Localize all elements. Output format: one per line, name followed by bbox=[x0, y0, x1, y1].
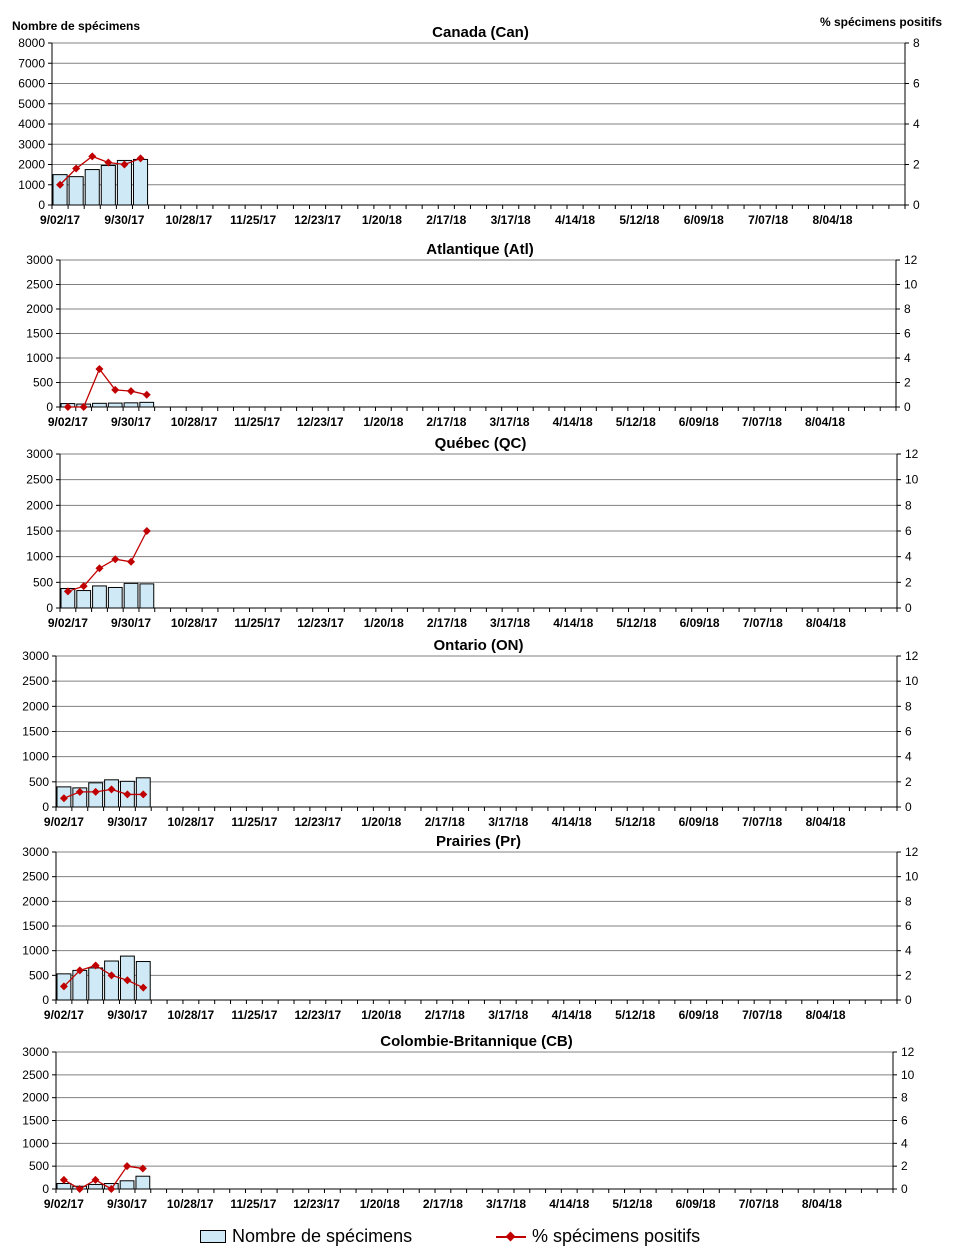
x-tick-label: 1/20/18 bbox=[363, 616, 404, 630]
y-right-tick-label: 4 bbox=[905, 549, 912, 564]
bar bbox=[57, 1184, 71, 1189]
legend-item-bars bbox=[200, 1226, 412, 1247]
y-left-tick-label: 1000 bbox=[22, 1136, 49, 1151]
x-tick-label: 9/30/17 bbox=[107, 1197, 148, 1211]
bar bbox=[136, 1176, 150, 1189]
y-left-tick-label: 0 bbox=[38, 198, 45, 212]
chart-title: Atlantique (Atl) bbox=[426, 241, 534, 258]
chart-title: Québec (QC) bbox=[434, 435, 527, 452]
y-left-tick-label: 2000 bbox=[26, 498, 53, 513]
x-tick-label: 8/04/18 bbox=[812, 213, 853, 227]
y-left-tick-label: 500 bbox=[28, 968, 49, 983]
x-tick-label: 2/17/18 bbox=[426, 616, 467, 630]
x-tick-label: 6/09/18 bbox=[678, 1008, 719, 1022]
series-point bbox=[91, 1176, 99, 1184]
y-right-tick-label: 8 bbox=[905, 894, 912, 909]
bar bbox=[89, 1184, 103, 1189]
x-tick-label: 4/14/18 bbox=[552, 415, 593, 429]
y-right-tick-label: 10 bbox=[904, 277, 918, 292]
y-left-axis-title: Nombre de spécimens bbox=[12, 19, 141, 33]
y-left-tick-label: 2000 bbox=[22, 1090, 49, 1105]
x-tick-label: 9/30/17 bbox=[104, 213, 145, 227]
x-tick-label: 12/23/17 bbox=[294, 815, 342, 829]
y-left-tick-label: 4000 bbox=[18, 117, 45, 131]
bar bbox=[140, 584, 154, 608]
x-tick-label: 7/07/18 bbox=[741, 415, 782, 429]
bar bbox=[124, 583, 138, 608]
y-right-tick-label: 6 bbox=[901, 1113, 908, 1128]
y-right-tick-label: 6 bbox=[913, 76, 920, 91]
bar bbox=[136, 962, 150, 1000]
y-left-tick-label: 0 bbox=[46, 601, 53, 615]
y-right-tick-label: 0 bbox=[904, 400, 911, 414]
x-tick-label: 9/02/17 bbox=[47, 616, 88, 630]
chart-panel bbox=[22, 637, 918, 829]
y-left-tick-label: 2500 bbox=[26, 277, 53, 292]
y-left-tick-label: 3000 bbox=[26, 447, 53, 461]
bar bbox=[108, 403, 122, 407]
legend-line-swatch bbox=[496, 1231, 526, 1243]
x-tick-label: 5/12/18 bbox=[615, 1008, 656, 1022]
x-tick-label: 11/25/17 bbox=[234, 616, 281, 630]
legend-item-line bbox=[496, 1226, 700, 1247]
x-tick-label: 11/25/17 bbox=[230, 1197, 277, 1211]
x-tick-label: 5/12/18 bbox=[615, 415, 656, 429]
x-tick-label: 9/02/17 bbox=[43, 1008, 84, 1022]
chart-title: Canada (Can) bbox=[432, 24, 529, 41]
y-right-tick-label: 2 bbox=[905, 968, 912, 983]
y-left-tick-label: 1500 bbox=[22, 1113, 49, 1128]
bar bbox=[108, 587, 122, 608]
x-tick-label: 1/20/18 bbox=[361, 213, 402, 227]
x-tick-label: 3/17/18 bbox=[488, 815, 529, 829]
x-tick-label: 6/09/18 bbox=[683, 213, 724, 227]
y-right-tick-label: 0 bbox=[905, 993, 912, 1007]
chart-title: Prairies (Pr) bbox=[435, 833, 522, 850]
x-tick-label: 4/14/18 bbox=[549, 1197, 590, 1211]
x-tick-label: 7/07/18 bbox=[742, 815, 783, 829]
x-tick-label: 9/30/17 bbox=[110, 415, 152, 429]
x-tick-label: 11/25/17 bbox=[234, 415, 281, 429]
chart-panel bbox=[18, 24, 920, 227]
y-right-tick-label: 2 bbox=[901, 1159, 908, 1174]
y-left-tick-label: 3000 bbox=[26, 253, 53, 267]
x-tick-label: 7/07/18 bbox=[738, 1197, 779, 1211]
x-tick-label: 4/14/18 bbox=[553, 616, 594, 630]
y-left-tick-label: 7000 bbox=[18, 56, 45, 71]
bar bbox=[124, 403, 138, 407]
bar bbox=[133, 159, 147, 205]
y-right-tick-label: 2 bbox=[904, 375, 911, 390]
y-left-tick-label: 500 bbox=[32, 575, 53, 590]
x-tick-label: 8/04/18 bbox=[805, 616, 846, 630]
y-left-tick-label: 3000 bbox=[22, 649, 49, 663]
x-tick-label: 12/23/17 bbox=[296, 415, 344, 429]
y-right-tick-label: 8 bbox=[905, 498, 912, 513]
x-tick-label: 3/17/18 bbox=[489, 415, 530, 429]
x-tick-label: 9/02/17 bbox=[47, 415, 88, 429]
x-tick-label: 1/20/18 bbox=[363, 415, 404, 429]
series-point bbox=[127, 558, 135, 566]
y-right-tick-label: 4 bbox=[905, 749, 912, 764]
y-right-tick-label: 10 bbox=[905, 674, 919, 689]
y-left-tick-label: 6000 bbox=[18, 76, 45, 91]
chart-title: Ontario (ON) bbox=[433, 637, 524, 654]
chart-panel bbox=[22, 1033, 914, 1211]
legend-bar-label: Nombre de spécimens bbox=[232, 1226, 413, 1246]
y-left-tick-label: 0 bbox=[42, 993, 49, 1007]
y-left-tick-label: 2500 bbox=[22, 674, 49, 689]
series-point bbox=[143, 527, 151, 535]
x-tick-label: 11/25/17 bbox=[231, 1008, 278, 1022]
x-tick-label: 10/28/17 bbox=[170, 415, 218, 429]
bar bbox=[93, 403, 107, 407]
y-right-tick-label: 4 bbox=[913, 117, 920, 131]
bar bbox=[69, 177, 83, 205]
legend-bar-swatch bbox=[200, 1230, 226, 1243]
series-point bbox=[143, 391, 151, 399]
x-tick-label: 8/04/18 bbox=[801, 1197, 842, 1211]
x-tick-label: 1/20/18 bbox=[361, 815, 402, 829]
chart-panel bbox=[26, 435, 918, 630]
y-left-tick-label: 0 bbox=[46, 400, 53, 414]
series-point bbox=[139, 1164, 147, 1172]
series-point bbox=[123, 1162, 131, 1170]
legend-line-label: % spécimens positifs bbox=[532, 1226, 701, 1246]
bar bbox=[89, 968, 103, 1000]
x-tick-label: 10/28/17 bbox=[167, 1008, 215, 1022]
y-right-tick-label: 8 bbox=[901, 1090, 908, 1105]
y-left-tick-label: 1000 bbox=[22, 943, 49, 958]
y-left-tick-label: 3000 bbox=[18, 137, 45, 152]
y-right-tick-label: 0 bbox=[913, 198, 920, 212]
y-right-tick-label: 6 bbox=[905, 724, 912, 739]
x-tick-label: 2/17/18 bbox=[424, 815, 465, 829]
y-left-tick-label: 1000 bbox=[18, 177, 45, 192]
x-tick-label: 10/28/17 bbox=[170, 616, 218, 630]
chart-title: Colombie-Britannique (CB) bbox=[380, 1033, 573, 1050]
y-left-tick-label: 5000 bbox=[18, 96, 45, 111]
y-right-tick-label: 12 bbox=[901, 1045, 915, 1059]
y-left-tick-label: 500 bbox=[32, 375, 53, 390]
x-tick-label: 6/09/18 bbox=[675, 1197, 716, 1211]
y-right-tick-label: 10 bbox=[901, 1067, 915, 1082]
x-tick-label: 6/09/18 bbox=[678, 415, 719, 429]
y-left-tick-label: 2000 bbox=[22, 699, 49, 714]
x-tick-label: 2/17/18 bbox=[424, 1008, 465, 1022]
chart-panel bbox=[22, 833, 918, 1022]
y-left-tick-label: 2000 bbox=[22, 894, 49, 909]
y-right-tick-label: 10 bbox=[905, 869, 919, 884]
bar bbox=[85, 170, 99, 205]
x-tick-label: 10/28/17 bbox=[165, 213, 213, 227]
y-left-tick-label: 8000 bbox=[18, 36, 45, 50]
y-right-tick-label: 6 bbox=[905, 919, 912, 933]
y-right-axis-title: % spécimens positifs bbox=[820, 15, 943, 29]
y-right-tick-label: 4 bbox=[904, 351, 911, 365]
x-tick-label: 6/09/18 bbox=[678, 815, 719, 829]
x-tick-label: 9/30/17 bbox=[107, 1008, 148, 1022]
y-right-tick-label: 12 bbox=[905, 447, 919, 461]
y-right-tick-label: 4 bbox=[901, 1136, 908, 1151]
bar bbox=[101, 166, 115, 205]
y-left-tick-label: 500 bbox=[28, 1159, 49, 1174]
x-tick-label: 3/17/18 bbox=[486, 1197, 527, 1211]
x-tick-label: 1/20/18 bbox=[359, 1197, 400, 1211]
y-right-tick-label: 0 bbox=[901, 1182, 908, 1196]
y-right-tick-label: 8 bbox=[904, 302, 911, 316]
bar bbox=[105, 961, 119, 1000]
x-tick-label: 8/04/18 bbox=[805, 1008, 846, 1022]
y-right-tick-label: 4 bbox=[905, 943, 912, 958]
y-right-tick-label: 2 bbox=[913, 157, 920, 172]
y-right-tick-label: 6 bbox=[904, 326, 911, 341]
x-tick-label: 4/14/18 bbox=[555, 213, 596, 227]
y-left-tick-label: 3000 bbox=[22, 1045, 49, 1059]
y-left-tick-label: 1500 bbox=[26, 326, 53, 341]
y-left-tick-label: 2500 bbox=[26, 472, 53, 487]
x-tick-label: 5/12/18 bbox=[619, 213, 660, 227]
x-tick-label: 7/07/18 bbox=[742, 616, 783, 630]
y-right-tick-label: 12 bbox=[904, 253, 918, 267]
y-left-tick-label: 2500 bbox=[22, 869, 49, 884]
x-tick-label: 12/23/17 bbox=[294, 1008, 342, 1022]
x-tick-label: 2/17/18 bbox=[426, 415, 467, 429]
x-tick-label: 9/30/17 bbox=[107, 815, 148, 829]
chart-panel bbox=[26, 241, 917, 429]
y-left-tick-label: 1000 bbox=[26, 549, 53, 564]
x-tick-label: 2/17/18 bbox=[426, 213, 467, 227]
x-tick-label: 4/14/18 bbox=[551, 815, 592, 829]
x-tick-label: 12/23/17 bbox=[293, 1197, 340, 1211]
x-tick-label: 8/04/18 bbox=[805, 815, 846, 829]
series-point bbox=[60, 1176, 68, 1184]
x-tick-label: 4/14/18 bbox=[551, 1008, 592, 1022]
series-point bbox=[127, 387, 135, 395]
x-tick-label: 3/17/18 bbox=[488, 1008, 529, 1022]
x-tick-label: 5/12/18 bbox=[616, 616, 657, 630]
x-tick-label: 9/30/17 bbox=[111, 616, 152, 630]
x-tick-label: 3/17/18 bbox=[490, 213, 531, 227]
y-left-tick-label: 1500 bbox=[26, 524, 53, 538]
x-tick-label: 6/09/18 bbox=[679, 616, 720, 630]
y-right-tick-label: 8 bbox=[913, 36, 920, 50]
x-tick-label: 10/28/17 bbox=[166, 1197, 214, 1211]
y-left-tick-label: 1000 bbox=[26, 351, 53, 365]
y-left-tick-label: 2000 bbox=[26, 302, 53, 316]
x-tick-label: 9/02/17 bbox=[43, 1197, 84, 1211]
y-right-tick-label: 2 bbox=[905, 575, 912, 590]
x-tick-label: 12/23/17 bbox=[294, 213, 341, 227]
x-tick-label: 7/07/18 bbox=[748, 213, 789, 227]
x-tick-label: 8/04/18 bbox=[804, 415, 846, 429]
x-tick-label: 5/12/18 bbox=[612, 1197, 653, 1211]
bar bbox=[120, 1181, 134, 1189]
y-left-tick-label: 2000 bbox=[18, 157, 45, 172]
x-tick-label: 5/12/18 bbox=[615, 815, 656, 829]
x-tick-label: 10/28/17 bbox=[167, 815, 215, 829]
series-line bbox=[68, 369, 147, 407]
x-tick-label: 1/20/18 bbox=[361, 1008, 402, 1022]
x-tick-label: 3/17/18 bbox=[490, 616, 531, 630]
y-left-tick-label: 0 bbox=[42, 800, 49, 814]
y-left-tick-label: 1500 bbox=[22, 919, 49, 933]
y-right-tick-label: 12 bbox=[905, 845, 919, 859]
y-left-tick-label: 2500 bbox=[22, 1067, 49, 1082]
y-right-tick-label: 2 bbox=[905, 774, 912, 789]
bar bbox=[140, 402, 154, 407]
bar bbox=[77, 591, 91, 608]
x-tick-label: 7/07/18 bbox=[742, 1008, 783, 1022]
y-right-tick-label: 0 bbox=[905, 601, 912, 615]
bar bbox=[105, 780, 119, 807]
x-tick-label: 11/25/17 bbox=[231, 815, 278, 829]
y-right-tick-label: 0 bbox=[905, 800, 912, 814]
bar bbox=[93, 586, 107, 608]
y-left-tick-label: 0 bbox=[42, 1182, 49, 1196]
y-left-tick-label: 500 bbox=[28, 774, 49, 789]
legend bbox=[200, 1224, 900, 1254]
y-left-tick-label: 3000 bbox=[22, 845, 49, 859]
x-tick-label: 12/23/17 bbox=[297, 616, 344, 630]
y-left-tick-label: 1500 bbox=[22, 724, 49, 739]
x-tick-label: 2/17/18 bbox=[422, 1197, 463, 1211]
x-tick-label: 11/25/17 bbox=[230, 213, 277, 227]
x-tick-label: 9/02/17 bbox=[43, 815, 84, 829]
y-right-tick-label: 6 bbox=[905, 524, 912, 538]
y-right-tick-label: 12 bbox=[905, 649, 919, 663]
y-right-tick-label: 10 bbox=[905, 472, 919, 487]
y-left-tick-label: 1000 bbox=[22, 749, 49, 764]
y-right-tick-label: 8 bbox=[905, 699, 912, 714]
x-tick-label: 9/02/17 bbox=[40, 213, 81, 227]
